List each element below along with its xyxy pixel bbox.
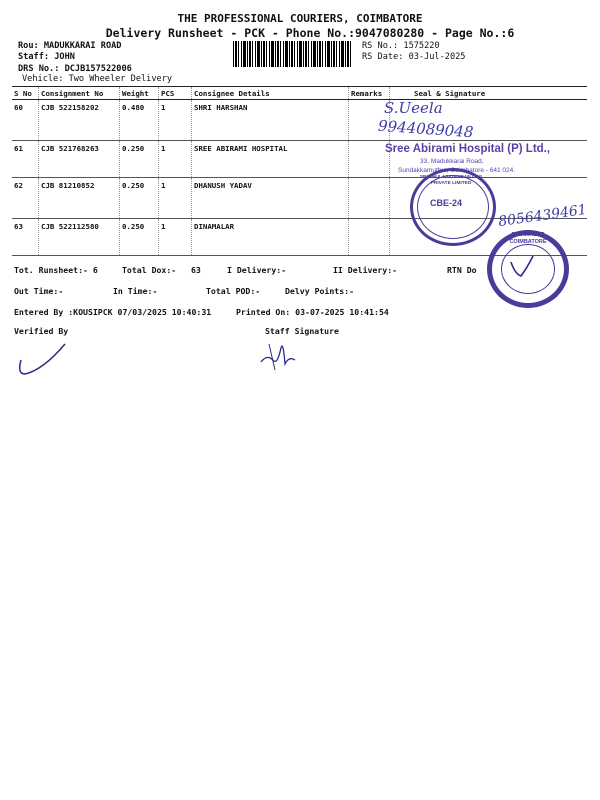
cell-sno: 63 — [12, 219, 39, 256]
cell-remarks — [349, 141, 390, 178]
handwritten-phone-2: 8056439461 — [497, 201, 588, 231]
cell-consignment: CJB 522158202 — [39, 100, 120, 141]
cell-consignee: SREE ABIRAMI HOSPITAL — [192, 141, 349, 178]
in-time-label: In Time:- — [113, 286, 158, 296]
company-title: THE PROFESSIONAL COURIERS, COIMBATORE — [177, 12, 423, 25]
total-dox-label: Total Dox:- — [122, 265, 177, 275]
total-dox-value: 63 — [191, 265, 201, 275]
table-row — [12, 178, 587, 219]
cell-sno: 61 — [12, 141, 39, 178]
vehicle-label: Vehicle: Two Wheeler Delivery — [22, 74, 173, 84]
cell-consignment: CJB 522112580 — [39, 219, 120, 256]
hospital-stamp-address-1: 33, Madukkarai Road, — [420, 158, 484, 165]
handwritten-phone-1: 9944089048 — [377, 116, 474, 142]
verifier-signature — [15, 340, 75, 380]
cell-remarks — [349, 178, 390, 219]
cell-weight: 0.250 — [120, 141, 159, 178]
first-delivery-label: I Delivery:- — [227, 265, 287, 275]
col-seal-signature: Seal & Signature — [390, 87, 588, 100]
total-runsheet: Tot. Runsheet:- 6 — [14, 265, 98, 275]
staff-signature-label: Staff Signature — [265, 326, 339, 336]
table-row — [12, 100, 587, 141]
cell-weight: 0.480 — [120, 100, 159, 141]
cell-consignee: DHANUSH YADAV — [192, 178, 349, 219]
cell-pcs: 1 — [159, 141, 192, 178]
cell-consignment: CJB 521768263 — [39, 141, 120, 178]
hospital-stamp-name: Sree Abirami Hospital (P) Ltd., — [385, 143, 551, 155]
stamp-check-mark — [505, 252, 539, 282]
delivery-points-label: Delvy Points:- — [285, 286, 355, 296]
col-remarks: Remarks — [349, 87, 390, 100]
staff-label: Staff: JOHN — [18, 52, 75, 62]
drs-number: DRS No.: DCJB157522006 — [18, 64, 132, 74]
cell-weight: 0.250 — [120, 219, 159, 256]
handwritten-name: S.Ueela — [384, 99, 443, 117]
rs-number: RS No.: 1575220 — [362, 41, 440, 51]
barcode — [233, 41, 353, 67]
cell-pcs: 1 — [159, 219, 192, 256]
second-delivery-label: II Delivery:- — [333, 265, 398, 275]
cell-sno: 62 — [12, 178, 39, 219]
company-round-stamp-text: SRI THULASIDHARAN CRS PRIVATE LIMITED — [419, 175, 483, 186]
hospital-stamp-address-2: Sundakkamuthur, Coimbatore - 641 024. — [398, 167, 516, 174]
verified-by-label: Verified By — [14, 326, 69, 336]
printed-on: Printed On: 03-07-2025 10:41:54 — [236, 307, 389, 317]
rs-date: RS Date: 03-Jul-2025 — [362, 52, 466, 62]
table-header-row — [12, 87, 587, 100]
cell-pcs: 1 — [159, 100, 192, 141]
col-weight: Weight — [120, 87, 159, 100]
out-time-label: Out Time:- — [14, 286, 64, 296]
col-consignee: Consignee Details — [192, 87, 349, 100]
cell-weight: 0.250 — [120, 178, 159, 219]
col-pcs: PCS — [159, 87, 192, 100]
return-label: RTN Do — [447, 265, 477, 275]
route-label: Rou: MADUKKARAI ROAD — [18, 41, 122, 51]
col-sno: S No — [12, 87, 39, 100]
total-pod-label: Total POD:- — [206, 286, 261, 296]
cell-remarks — [349, 219, 390, 256]
company-round-stamp-center: CBE-24 — [430, 198, 463, 208]
entered-by: Entered By :KOUSIPCK 07/03/2025 10:40:31 — [14, 307, 212, 317]
cell-sno: 60 — [12, 100, 39, 141]
dinamalar-stamp-text: DINAMALAR COIMBATORE — [509, 232, 547, 245]
cell-consignee: DINAMALAR — [192, 219, 349, 256]
cell-consignment: CJB 81210852 — [39, 178, 120, 219]
cell-pcs: 1 — [159, 178, 192, 219]
col-consignment: Consignment No — [39, 87, 120, 100]
runsheet-subtitle: Delivery Runsheet - PCK - Phone No.:9047080280 - Page No.:6 — [105, 26, 515, 40]
cell-consignee: SHRI HARSHAN — [192, 100, 349, 141]
staff-signature — [255, 334, 305, 374]
